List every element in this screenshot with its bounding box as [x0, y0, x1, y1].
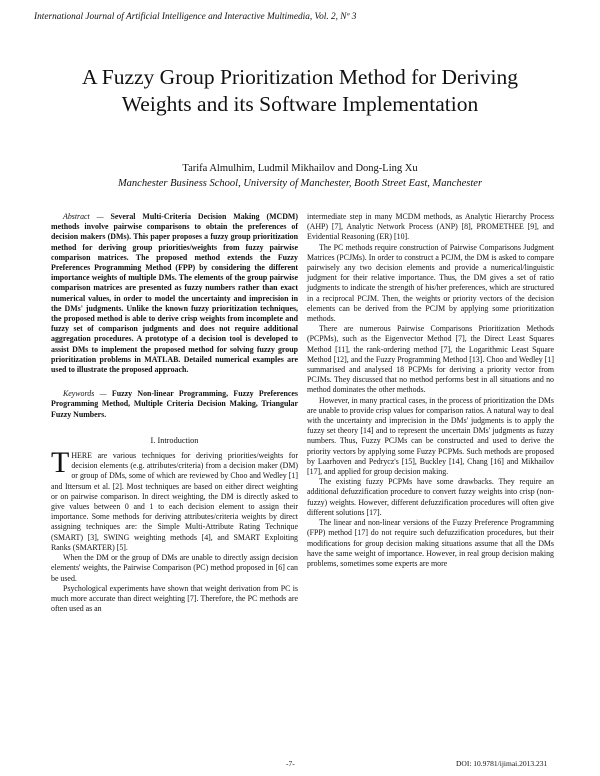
left-column — [51, 212, 298, 614]
keywords-lead: Keywords — — [63, 389, 107, 399]
right-paragraph-5: The existing fuzzy PCPMs have some drawbacks. They require an additional defuzzification procedure to convert fuzzy weights into crisp (non-fuzzy) weights. However, different defuzzification procedures will often give different solutions [17]. — [307, 477, 554, 517]
affiliation: Manchester Business School, University of Manchester, Booth Street East, Manchester — [117, 178, 483, 189]
doi: DOI: 10.9781/ijimai.2013.231 — [456, 759, 548, 768]
authors: Tarifa Almulhim, Ludmil Mikhailov and Dong-Ling Xu — [182, 163, 418, 174]
keywords — [51, 389, 298, 420]
section-heading: I. Introduction — [150, 435, 199, 445]
abstract-lead: Abstract — — [63, 212, 104, 221]
right-paragraph-3: There are numerous Pairwise Comparisons Prioritization Methods (PCPMs), such as the Eigenvector Method [7], the Direct Least Squares Method [11], the rank-ordering method [7], the Logarithmic Least Square Method [12], and the Fuzzy Programming Method [13]. Choo and Wedley [1] summarised and analysed 18 PCPMs for deriving a priority vector from PCJMs. They discussed that no method performs best in all situations and no method dominates the other methods. — [307, 324, 554, 395]
abstract — [51, 212, 298, 375]
right-paragraph-4: However, in many practical cases, in the process of prioritization the DMs are unable to provide crisp values for comparison ratios. A natural way to deal with the uncertainty and imprecision in the DMs' judgments is to apply the fuzzy set theory [14] and to represent the uncertain DMs' judgments as fuzzy numbers. Thus, Fuzzy PCJMs can be constructed and used to derive the priority vectors by applying some Fuzzy PCPMs. Such methods are proposed by Laarhoven and Pedrycz's [15], Buckley [14], Chang [16] and Mikhailov [17], and applied for group decision making. — [307, 395, 554, 477]
right-column — [307, 212, 554, 569]
intro-paragraph-1 — [51, 446, 298, 553]
right-paragraph-6: The linear and non-linear versions of the Fuzzy Preference Programming (FPP) method [17] do not require such defuzzification procedures, but their modifications for group decision making situations assume that all the DMs have the same weight of importance. However, in real group decision making problems, sometimes some experts are more — [307, 518, 554, 568]
drop-cap: T — [51, 446, 70, 480]
intro-paragraph-2: When the DM or the group of DMs are unable to directly assign decision elements' weights, the Pairwise Comparison (PC) method proposed in [6] can be used. — [51, 553, 298, 583]
intro-paragraph-3: Psychological experiments have shown that weight derivation from PC is much more accurate than direct weighting [7]. Therefore, the PC methods are often used as an — [51, 583, 298, 614]
abstract-text: Several Multi-Criteria Decision Making (MCDM) methods involve pairwise comparisons to obtain the preferences of decision makers (DMs). This paper proposes a fuzzy group prioritization method for deriving group priorities/weights from fuzzy pairwise comparison matrices. The proposed method extends the Fuzzy Preferences Programming Method (FPP) by considering the different importance weights of multiple DMs. The elements of the group pairwise comparison matrices are presented as fuzzy numbers rather than exact numerical values, in order to model the uncertainty and imprecision in the DMs' judgments. Unlike the known fuzzy prioritization techniques, the proposed method is able to derive crisp weights from incomplete and fuzzy set of comparison judgments and does not require additional aggregation procedures. A prototype of a decision tool is developed to assist DMs to implement the proposed method for solving fuzzy group prioritization problems in MATLAB. Detailed numerical examples are used to illustrate the proposed approach. — [51, 212, 298, 375]
paper-title: A Fuzzy Group Prioritization Method for Deriving Weights and its Software Implementation — [82, 65, 518, 116]
right-paragraph-2: The PC methods require construction of Pairwise Comparisons Judgment Matrices (PCJMs). In order to construct a PCJM, the DM is asked to compare pairwisely any two decision elements and provide a numerical/linguistic judgment for their relative importance. Thus, the DM gives a set of ratio judgments to indicate the strength of his/her preferences, which are structured in a reciprocal PCJM. Then, the weights or priority vectors of the decision elements can be derived from the PCJM by applying some prioritization methods. — [307, 242, 554, 324]
intro-paragraph-1-text: HERE are various techniques for deriving priorities/weights for decision elements (e.g. attributes/criteria) from a decision maker (DM) or group of DMs, some of which are reviewed by Choo and Wedley [1] and Ittersum et al. [2]. Most techniques are based on either direct weighting or on pairwise comparison. In direct weighting, the DM is directly asked to give values between 0 and 1 to each decision element to assign their importance. Some methods for deriving attributes/criteria weights by direct assigning techniques are: the Simple Multi-Attribute Rating Technique (SMART) [3], SWING weighting methods [4], and SMART Exploiting Ranks (SMARTER) [5]. — [51, 451, 298, 552]
journal-header: International Journal of Artificial Intelligence and Interactive Multimedia, Vol. 2, Nº 3 — [34, 12, 357, 22]
keywords-text: Fuzzy Non-linear Programming, Fuzzy Preferences Programming Method, Multiple Criteria Decision Making, Triangular Fuzzy Numbers. — [51, 389, 299, 419]
page-number: -7- — [286, 759, 295, 768]
right-paragraph-1: intermediate step in many MCDM methods, as Analytic Hierarchy Process (AHP) [7], Analytic Network Process (ANP) [8], PROMETHEE [9], and Evidential Reasoning (ER) [10]. — [307, 212, 554, 242]
